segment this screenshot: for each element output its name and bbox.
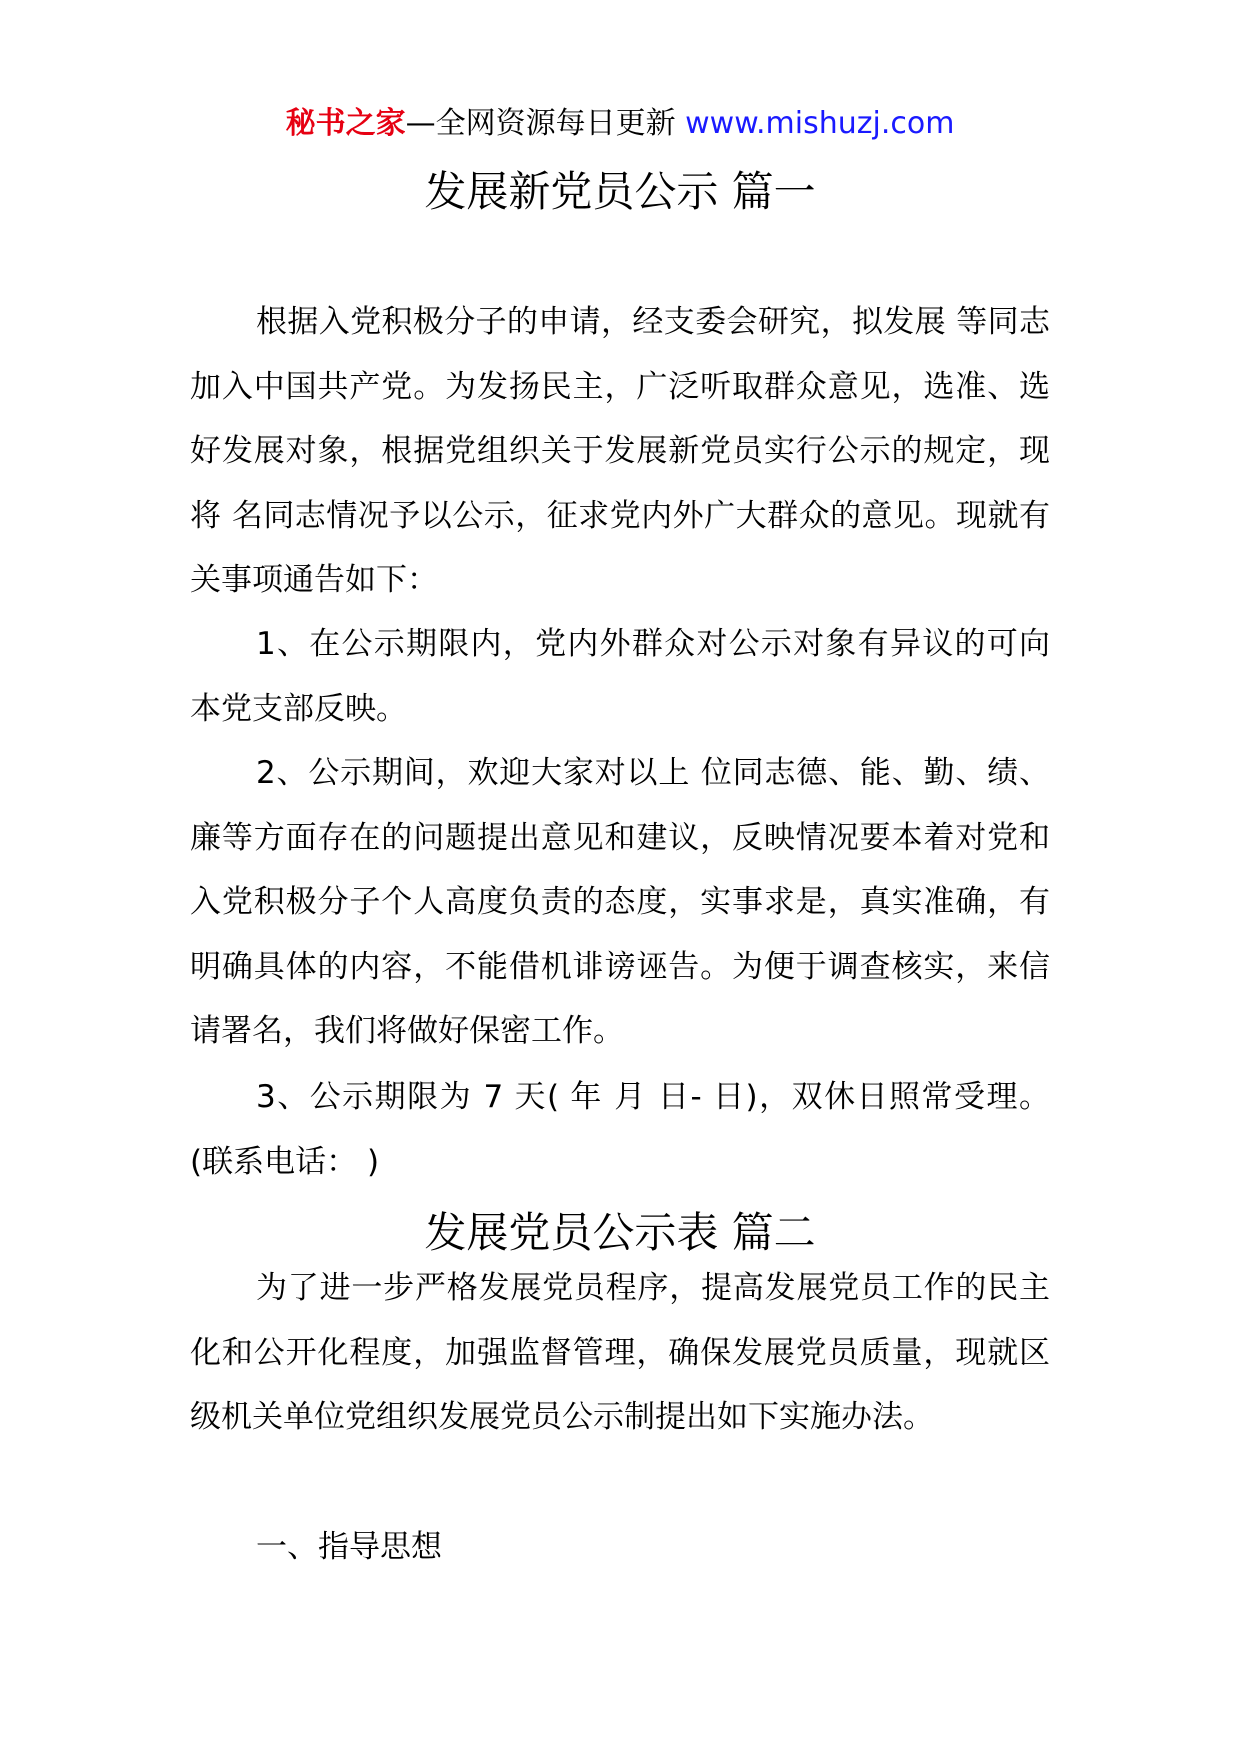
section2-title: 发展党员公示表 篇二 (424, 1208, 816, 1257)
site-url-link[interactable]: www.mishuzj.com (685, 106, 955, 141)
section1-paragraph-intro: 根据入党积极分子的申请，经支委会研究，拟发展 等同志加入中国共产党。为发扬民主，广泛听取群众意见，选准、选好发展对象，根据党组织关于发展新党员实行公示的规定，现将 名同志情况予以公示，征求党内外广大群众的意见。现就有关事项通告如下： (190, 304, 1050, 598)
section2-heading-guiding-ideology: 一、指导思想 (256, 1529, 442, 1565)
section2-paragraph-intro: 为了进一步严格发展党员程序，提高发展党员工作的民主化和公开化程度，加强监督管理，确保发展党员质量，现就区级机关单位党组织发展党员公示制提出如下实施办法。 (190, 1270, 1050, 1435)
site-header (0, 104, 1240, 144)
section1-title: 发展新党员公示 篇一 (424, 167, 816, 216)
section1-paragraph-item-2: 2、公示期间，欢迎大家对以上 位同志德、能、勤、绩、廉等方面存在的问题提出意见和建议，反映情况要本着对党和入党积极分子个人高度负责的态度，实事求是，真实准确，有明确具体的内容，不能借机诽谤诬告。为便于调查核实，来信请署名，我们将做好保密工作。 (190, 755, 1050, 1049)
section1-paragraph-item-1: 1、在公示期限内，党内外群众对公示对象有异议的可向本党支部反映。 (190, 626, 1050, 727)
header-tagline: —全网资源每日更新 (405, 106, 676, 141)
brand-name: 秘书之家 (285, 106, 406, 141)
section1-paragraph-item-3: 3、公示期限为 7 天( 年 月 日- 日)，双休日照常受理。(联系电话： ) (190, 1079, 1050, 1180)
